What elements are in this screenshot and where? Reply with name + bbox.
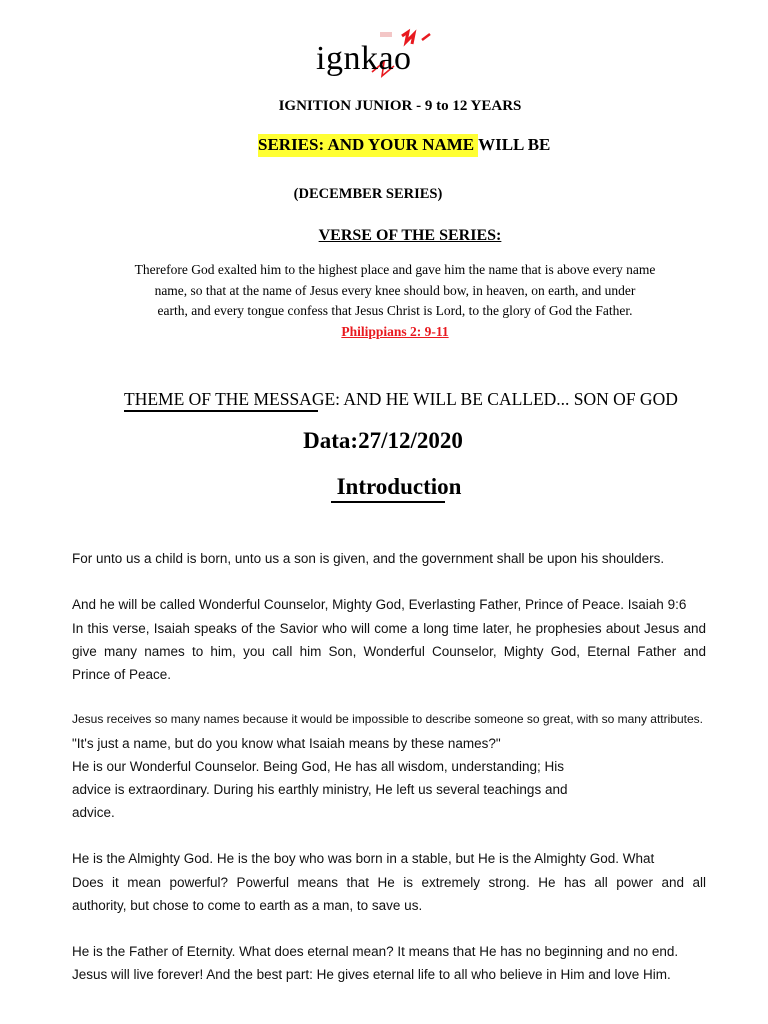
paragraph-4-line-2: He is our Wonderful Counselor. Being God, He has all wisdom, understanding; His: [72, 759, 565, 774]
paragraph-6-line-2: Jesus will live forever! And the best part: He gives eternal life to all who believe in Him and love Him.: [72, 967, 671, 982]
program-title: IGNITION JUNIOR - 9 to 12 YEARS: [278, 98, 522, 114]
verse-line-2: name, so that at the name of Jesus every knee should bow, in heaven, on earth, and under: [154, 283, 636, 298]
logo-text: ignkao: [316, 40, 412, 77]
paragraph-5-line-1: He is the Almighty God. He is the boy who was born in a stable, but He is the Almighty God. What: [72, 851, 655, 866]
paragraph-2-line-4: Prince of Peace.: [72, 667, 172, 682]
theme-underline: [124, 410, 318, 412]
paragraph-4-line-1: "It's just a name, but do you know what Isaiah means by these names?": [72, 736, 501, 751]
ignkao-logo: [310, 28, 470, 86]
paragraph-4-line-3: advice is extraordinary. During his earthly ministry, He left us several teachings and: [72, 782, 568, 797]
introduction-underline: [331, 501, 445, 503]
paragraph-3: Jesus receives so many names because it would be impossible to describe someone so great, with so many attributes.: [72, 712, 703, 726]
message-theme: THEME OF THE MESSAGE: AND HE WILL BE CALLED... SON OF GOD: [124, 389, 678, 409]
series-title-highlighted: SERIES: AND YOUR NAME: [258, 134, 478, 157]
paragraph-4-line-4: advice.: [72, 805, 115, 820]
series-title: [258, 135, 550, 155]
paragraph-2-line-2: In this verse, Isaiah speaks of the Savior who will come a long time later, he prophesies about Jesus and: [72, 621, 706, 636]
verse-reference: Philippians 2: 9-11: [341, 324, 449, 339]
verse-line-1: Therefore God exalted him to the highest place and gave him the name that is above every name: [134, 262, 656, 277]
paragraph-5-line-3: authority, but chose to come to earth as a man, to save us.: [72, 898, 423, 913]
verse-line-3: earth, and every tongue confess that Jesus Christ is Lord, to the glory of God the Father.: [157, 303, 633, 318]
verse-heading-text: VERSE OF THE SERIES:: [318, 227, 502, 244]
paragraph-2-line-3: give many names to him, you call him Son, Wonderful Counselor, Mighty God, Eternal Father and: [72, 644, 706, 659]
paragraph-5-line-2: Does it mean powerful? Powerful means that He is extremely strong. He has all power and all: [72, 875, 706, 890]
introduction-heading: Introduction: [336, 474, 462, 499]
paragraph-1: For unto us a child is born, unto us a son is given, and the government shall be upon his shoulders.: [72, 551, 665, 566]
series-month: (DECEMBER SERIES): [293, 186, 443, 202]
message-date: Data:27/12/2020: [303, 428, 463, 453]
verse-heading: [0, 227, 768, 245]
paragraph-6-line-1: He is the Father of Eternity. What does eternal mean? It means that He has no beginning and no end.: [72, 944, 679, 959]
series-title-rest: WILL BE: [478, 135, 551, 154]
paragraph-2-line-1: And he will be called Wonderful Counselor, Mighty God, Everlasting Father, Prince of Peace. Isaiah 9:6: [72, 597, 687, 612]
